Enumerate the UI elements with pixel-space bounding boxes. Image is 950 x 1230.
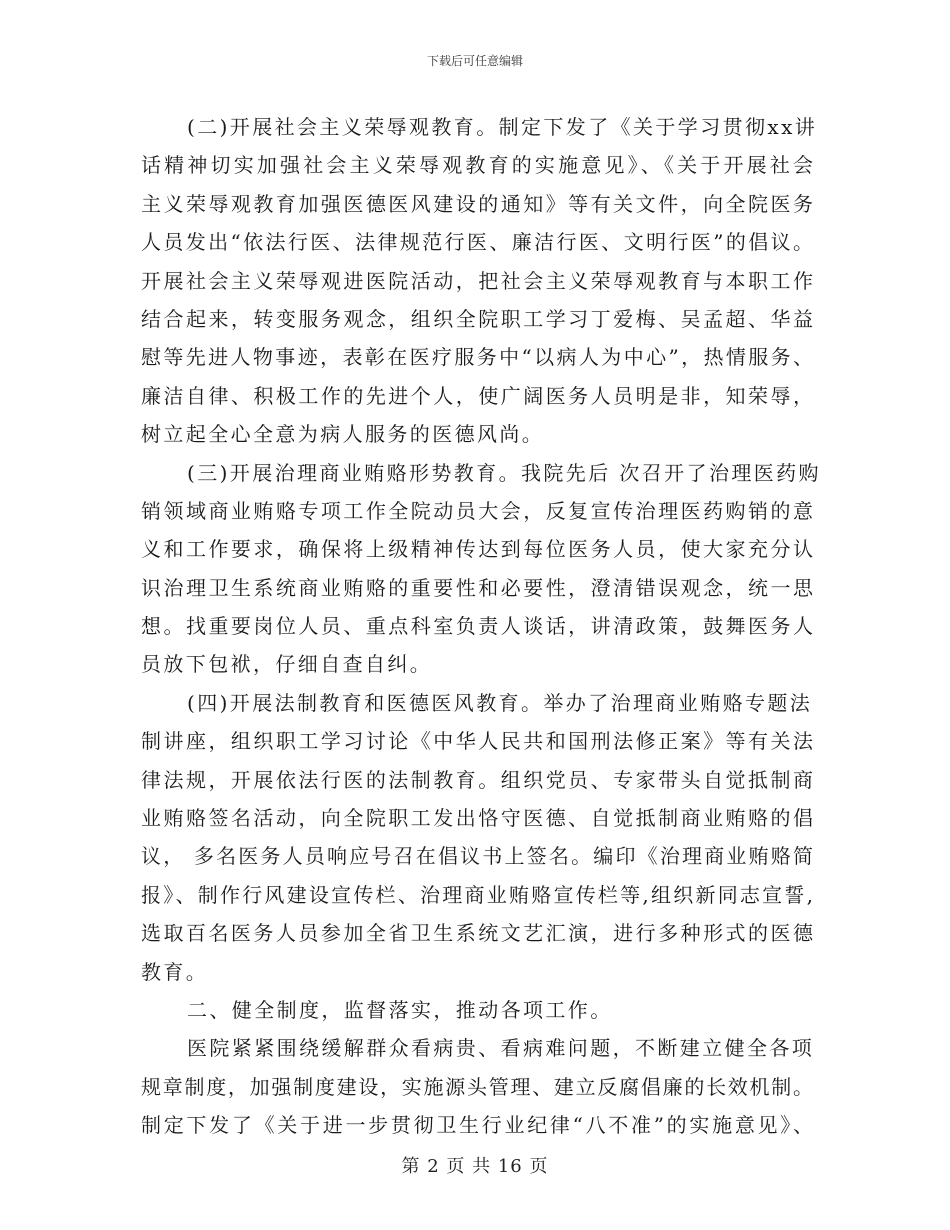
paragraph-line: 义和工作要求，确保将上级精神传达到每位医务人员，使大家充分认	[141, 537, 813, 562]
paragraph-line: 议， 多名医务人员响应号召在倡议书上签名。编印《治理商业贿赂简	[141, 844, 813, 869]
paragraph-line: (二)开展社会主义荣辱观教育。制定下发了《关于学习贯彻xx讲	[187, 115, 818, 139]
paragraph-line: (三)开展治理商业贿赂形势教育。我院先后 次召开了治理医药购	[187, 460, 821, 485]
page-footer: 第 2 页 共 16 页	[401, 1156, 549, 1177]
paragraph-line: 律法规，开展依法行医的法制教育。组织党员、专家带头自觉抵制商	[141, 767, 813, 792]
section-heading: 二、健全制度，监督落实，推动各项工作。	[187, 997, 613, 1022]
paragraph-line: 树立起全心全意为病人服务的医德风尚。	[141, 422, 545, 447]
paragraph-line: 结合起来，转变服务观念，组织全院职工学习丁爱梅、吴孟超、华益	[141, 306, 813, 331]
paragraph-line: 销领域商业贿赂专项工作全院动员大会，反复宣传治理医药购销的意	[141, 498, 813, 523]
paragraph-line: 廉洁自律、积极工作的先进个人，使广阔医务人员明是非，知荣辱，	[141, 383, 813, 408]
paragraph-line: 想。找重要岗位人员、重点科室负责人谈话，讲清政策，鼓舞医务人	[141, 614, 813, 639]
paragraph-line: 话精神切实加强社会主义荣辱观教育的实施意见》、《关于开展社会	[141, 153, 813, 178]
paragraph-line: 慰等先进人物事迹，表彰在医疗服务中“以病人为中心”，热情服务、	[141, 345, 813, 370]
paragraph-line: 制定下发了《关于进一步贯彻卫生行业纪律“八不准”的实施意见》、	[141, 1113, 813, 1138]
paragraph-line: 选取百名医务人员参加全省卫生系统文艺汇演，进行多种形式的医德	[141, 921, 813, 946]
paragraph-line: 规章制度，加强制度建设，实施源头管理、建立反腐倡廉的长效机制。	[141, 1074, 813, 1099]
paragraph-line: 识治理卫生系统商业贿赂的重要性和必要性，澄清错误观念，统一思	[141, 575, 813, 600]
paragraph-line: 制讲座，组织职工学习讨论《中华人民共和国刑法修正案》等有关法	[141, 729, 813, 754]
paragraph-line: 员放下包袱，仔细自查自纠。	[141, 652, 433, 677]
paragraph-line: 主义荣辱观教育加强医德医风建设的通知》等有关文件，向全院医务	[141, 191, 813, 216]
paragraph-line: 报》、制作行风建设宣传栏、治理商业贿赂宣传栏等,组织新同志宣誓,	[141, 882, 813, 907]
paragraph-line: 业贿赂签名活动，向全院职工发出恪守医德、自觉抵制商业贿赂的倡	[141, 806, 813, 831]
paragraph-line: 人员发出“依法行医、法律规范行医、廉洁行医、文明行医”的倡议。	[141, 230, 813, 255]
document-body	[141, 108, 821, 1145]
paragraph-line: 开展社会主义荣辱观进医院活动，把社会主义荣辱观教育与本职工作	[141, 268, 813, 293]
paragraph-line: 医院紧紧围绕缓解群众看病贵、看病难问题，不断建立健全各项	[187, 1036, 815, 1061]
page-header: 下载后可任意编辑	[426, 54, 523, 68]
paragraph-line: 教育。	[141, 959, 209, 984]
paragraph-line: (四)开展法制教育和医德医风教育。举办了治理商业贿赂专题法	[187, 690, 813, 715]
